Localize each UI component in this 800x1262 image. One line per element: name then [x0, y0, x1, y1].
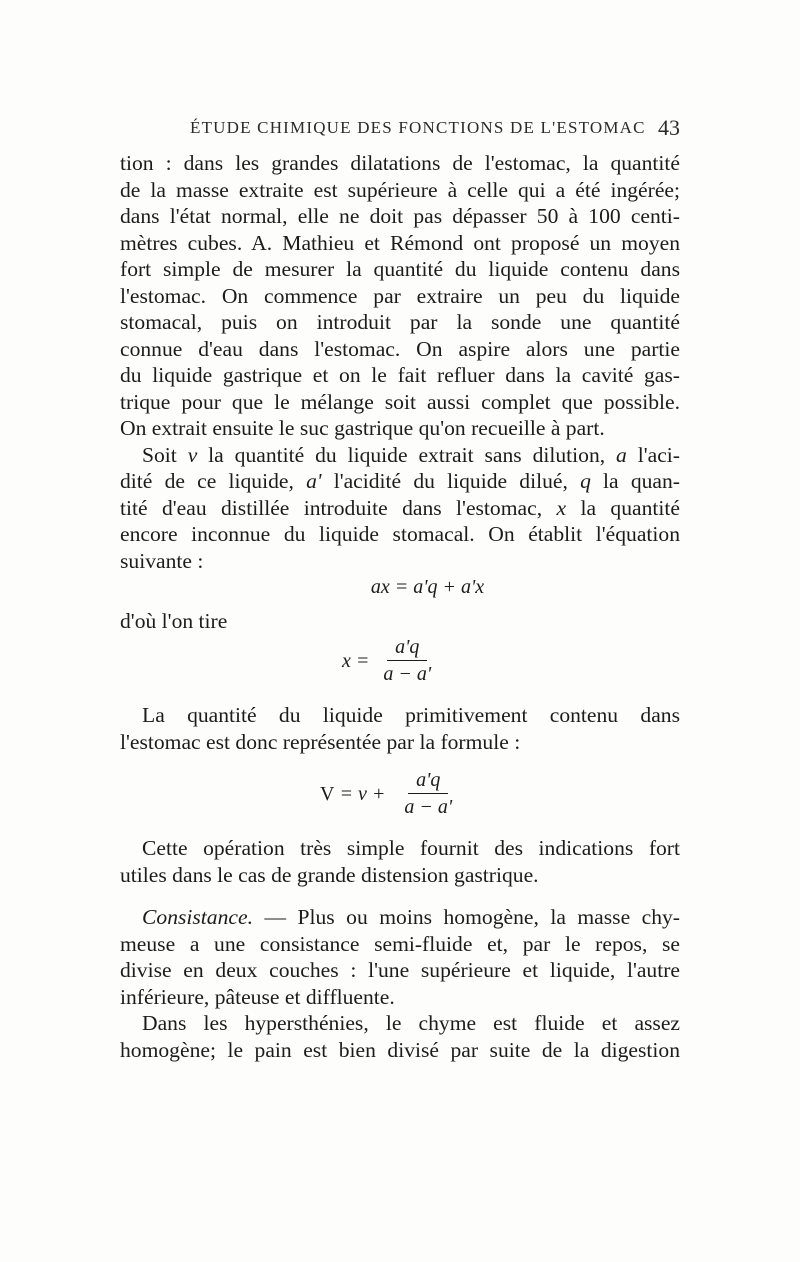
- fraction-numerator: a'q: [387, 636, 427, 661]
- text-line: Cette opération très simple fournit des indications fort: [142, 836, 680, 860]
- text-line: inférieure, pâteuse et diffluente.: [120, 984, 395, 1009]
- equation-3-v: V: [320, 782, 335, 805]
- variable-v: v: [187, 442, 198, 467]
- section-heading-consistance: Consistance.: [142, 905, 253, 929]
- text-line: mètres cubes. A. Mathieu et Rémond ont proposé un moyen: [120, 230, 680, 255]
- fraction-denominator: a − a': [404, 796, 453, 818]
- text-line: divise en deux couches : l'une supérieure et liquide, l'autre: [120, 958, 680, 982]
- fraction: [396, 769, 460, 818]
- text-line: stomacal, puis on introduit par la sonde une quantité: [120, 310, 680, 334]
- text-line: Consistance. — Plus ou moins homogène, la masse chy-: [142, 905, 680, 929]
- fraction-numerator: a'q: [408, 769, 448, 794]
- equation-2: [120, 632, 680, 702]
- text-line: du liquide gastrique et on le fait refluer dans la cavité gas-: [120, 363, 680, 387]
- text-line: dité de ce liquide, a' l'acidité du liquide dilué, q la quan-: [120, 469, 680, 493]
- text-line: suivante :: [120, 548, 204, 573]
- text-line: connue d'eau dans l'estomac. On aspire alors une partie: [120, 336, 680, 361]
- text-line: trique pour que le mélange soit aussi complet que possible.: [120, 389, 680, 414]
- body-text: [120, 150, 680, 1063]
- text-line: l'estomac est donc représentée par la formule :: [120, 729, 521, 754]
- text-line: encore inconnue du liquide stomacal. On établit l'équation: [120, 522, 680, 546]
- page-number: 43: [658, 115, 680, 140]
- text-line: La quantité du liquide primitivement contenu dans: [142, 703, 680, 727]
- text-line: On extrait ensuite le suc gastrique qu'on recueille à part.: [120, 416, 605, 440]
- text-line: l'estomac. On commence par extraire un peu du liquide: [120, 283, 680, 308]
- equation-3: [120, 765, 680, 835]
- running-title: ÉTUDE CHIMIQUE DES FONCTIONS DE L'ESTOMAC: [190, 118, 646, 137]
- equation-1: ax = a'q + a'x: [370, 576, 485, 598]
- running-head: [120, 115, 680, 142]
- text-line: fort simple de mesurer la quantité du liquide contenu dans: [120, 257, 680, 281]
- text-line: tion : dans les grandes dilatations de l'estomac, la quantité: [120, 151, 680, 175]
- equation-2-lhs: x =: [342, 649, 370, 672]
- variable-a: a: [616, 442, 627, 467]
- equation-3-lhs: = v +: [334, 782, 391, 805]
- text-line: homogène; le pain est bien divisé par suite de la digestion: [120, 1037, 680, 1062]
- spacer: [120, 755, 680, 765]
- variable-q: q: [580, 469, 591, 493]
- text-line: Soit v la quantité du liquide extrait sans dilution, a l'aci-: [142, 442, 680, 467]
- fraction: [375, 636, 439, 685]
- text-line: meuse a une consistance semi-fluide et, par le repos, se: [120, 931, 680, 956]
- fraction-denominator: a − a': [383, 663, 432, 685]
- text-line: dans l'état normal, elle ne doit pas dépasser 50 à 100 centi-: [120, 204, 680, 228]
- variable-a-prime: a': [306, 469, 322, 493]
- text-line: Dans les hypersthénies, le chyme est fluide et assez: [142, 1011, 680, 1035]
- text-line: utiles dans le cas de grande distension gastrique.: [120, 862, 539, 887]
- spacer: [120, 888, 680, 904]
- variable-x: x: [556, 495, 567, 520]
- text-line: tité d'eau distillée introduite dans l'estomac, x la quantité: [120, 495, 680, 520]
- derive-label: d'où l'on tire: [120, 609, 228, 633]
- text-line: de la masse extraite est supérieure à celle qui a été ingérée;: [120, 177, 680, 202]
